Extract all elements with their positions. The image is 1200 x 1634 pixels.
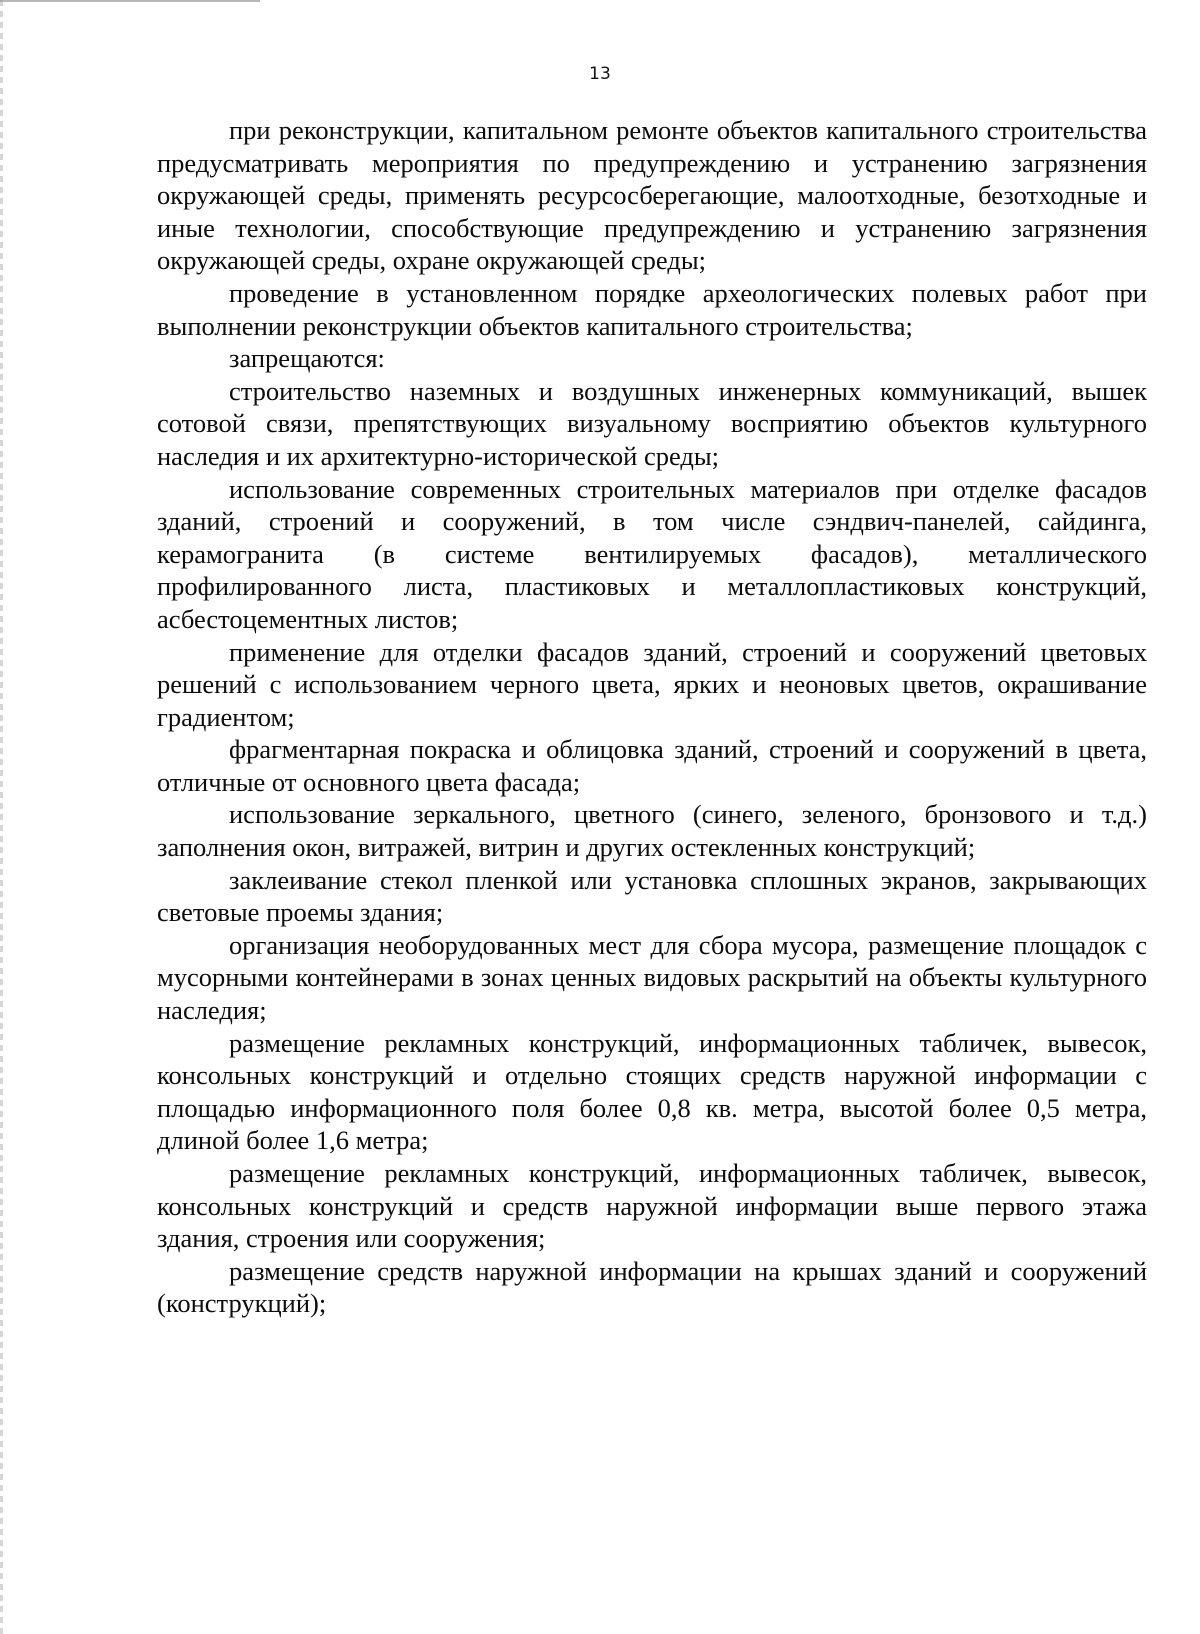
paragraph-waste-sites: организация необорудованных мест для сбора мусора, размещение площадок с мусорными контейнерами в зонах ценных видовых раскрытий на объекты культурного наследия; bbox=[157, 929, 1147, 1026]
paragraph-color-solutions: применение для отделки фасадов зданий, строений и сооружений цветовых решений с использованием черного цвета, ярких и неоновых цветов, окрашивание градиентом; bbox=[157, 636, 1147, 732]
paragraph-fragmentary-painting: фрагментарная покраска и облицовка зданий, строений и сооружений в цвета, отличные от основного цвета фасада; bbox=[157, 734, 1147, 797]
paragraph-reconstruction-measures: при реконструкции, капитальном ремонте объектов капитального строительства предусматривать мероприятия по предупреждению и устранению загрязнения окружающей среды, применять ресурсосберегающие, малоотходные, безотходные и иные технологии, способствующие предупреждению и устранению загрязнения окружающей среды, охране окружающей среды; bbox=[157, 115, 1147, 276]
paragraph-advertising-size: размещение рекламных конструкций, информационных табличек, вывесок, консольных конструкций и отдельно стоящих средств наружной информации с площадью информационного поля более 0,8 кв. метра, высотой более 0,5 метра, длиной более 1,6 метра; bbox=[157, 1027, 1147, 1156]
paragraph-glass-film: заклеивание стекол пленкой или установка сплошных экранов, закрывающих световые проемы здания; bbox=[157, 864, 1147, 928]
paragraph-archaeological-works: проведение в установленном порядке археологических полевых работ при выполнении реконструкции объектов капитального строительства; bbox=[157, 277, 1147, 341]
paragraph-prohibited-heading: запрещаются: bbox=[229, 343, 385, 374]
paragraph-advertising-height: размещение рекламных конструкций, информационных табличек, вывесок, консольных конструкций и средств наружной информации выше первого этажа здания, строения или сооружения; bbox=[157, 1158, 1147, 1254]
paragraph-roof-information: размещение средств наружной информации на крышах зданий и сооружений (конструкций); bbox=[157, 1255, 1147, 1319]
paragraph-modern-materials: использование современных строительных материалов при отделке фасадов зданий, строений и сооружений, в том числе сэндвич-панелей, сайдинга, керамогранита (в системе вентилируемых фасадов), металлического профилированного листа, пластиковых и металлопластиковых конструкций, асбестоцементных листов; bbox=[157, 473, 1147, 634]
paragraph-utility-construction: строительство наземных и воздушных инженерных коммуникаций, вышек сотовой связи, препятствующих визуальному восприятию объектов культурного наследия и их архитектурно-исторической среды; bbox=[157, 375, 1147, 471]
scan-top-artifact bbox=[0, 0, 260, 2]
scan-edge-artifact bbox=[0, 0, 3, 1634]
paragraph-mirror-glazing: использование зеркального, цветного (синего, зеленого, бронзового и т.д.) заполнения окон, витражей, витрин и других остекленных конструкций; bbox=[157, 799, 1147, 863]
document-body bbox=[157, 114, 1147, 1320]
page-number: 13 bbox=[589, 64, 611, 84]
